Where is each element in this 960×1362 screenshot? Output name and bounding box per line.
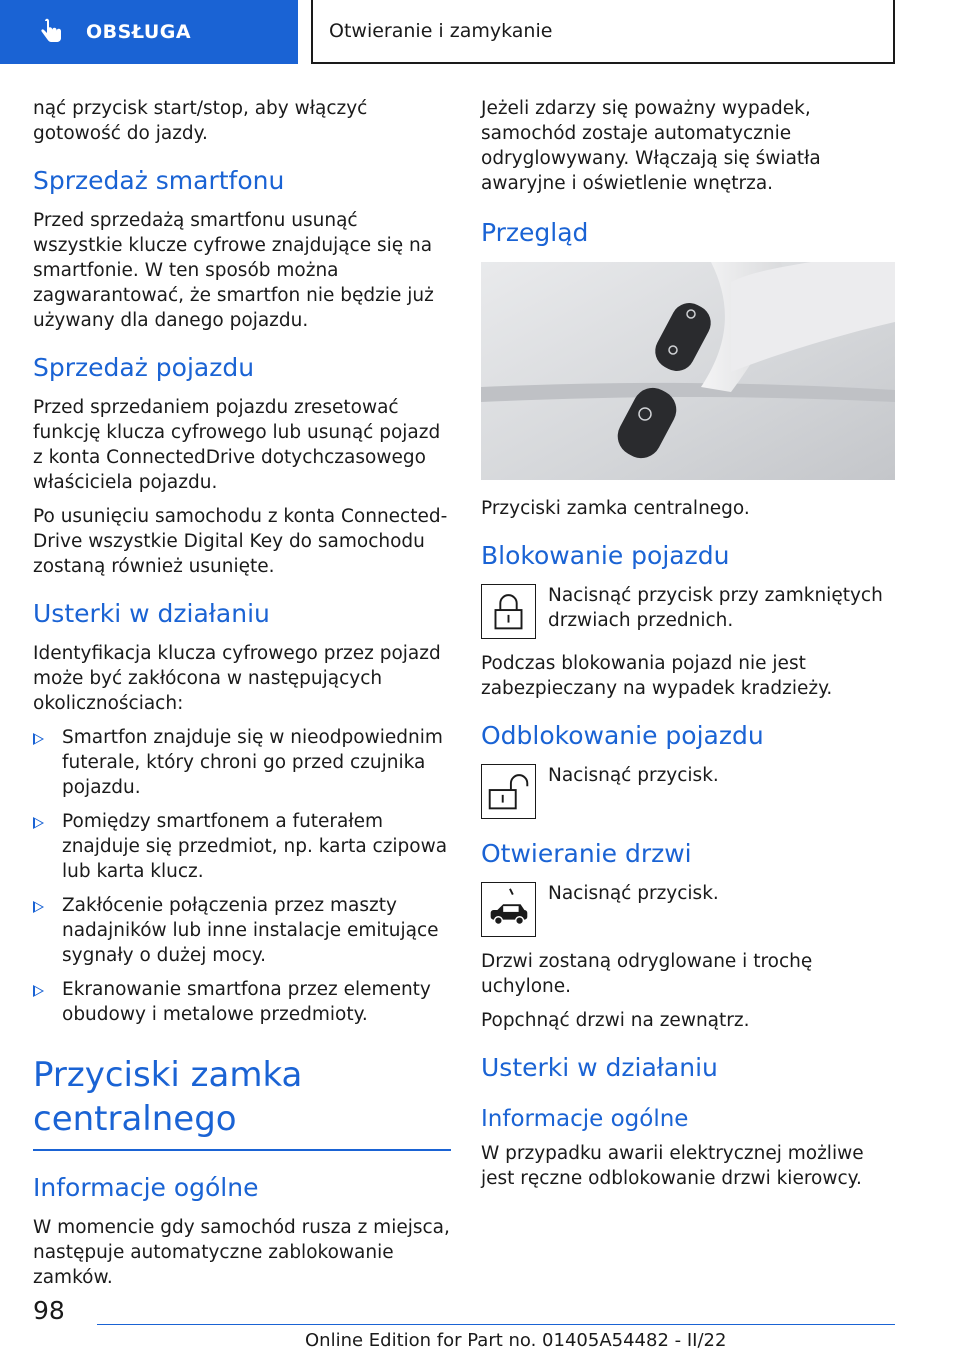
list-item: Pomiędzy smartfonem a futerałem znajduje się przedmiot, np. karta czipowa lub karta klucz. xyxy=(33,809,451,884)
paragraph: Identyfikacja klucza cyfrowego przez pojazd może być zakłócona w następujących okolicznościach: xyxy=(33,643,441,714)
lock-instruction xyxy=(481,583,901,639)
central-lock-buttons-photo xyxy=(481,262,895,480)
heading-open-doors: Otwieranie drzwi xyxy=(481,839,692,868)
door-instruction xyxy=(481,881,901,937)
paragraph: Nacisnąć przycisk. xyxy=(548,765,719,786)
footer-divider xyxy=(97,1324,895,1325)
bullet-triangle-icon xyxy=(33,817,44,829)
paragraph: W momencie gdy samochód rusza z miejsca, następuje automatyczne zablokowanie zamków. xyxy=(33,1217,450,1288)
bullet-triangle-icon xyxy=(33,733,44,745)
heading-general-info: Informacje ogólne xyxy=(33,1173,259,1202)
heading-faults: Usterki w działaniu xyxy=(33,599,270,628)
fault-list xyxy=(33,725,451,1027)
heading-unlock-vehicle: Odblokowanie pojazdu xyxy=(481,721,764,750)
paragraph: Nacisnąć przycisk. xyxy=(548,883,719,904)
paragraph: Nacisnąć przycisk przy zamkniętych drzwiach przednich. xyxy=(548,585,883,631)
heading-sell-smartphone: Sprzedaż smartfonu xyxy=(33,166,285,195)
paragraph: Podczas blokowania pojazd nie jest zabezpieczany na wypadek kradzieży. xyxy=(481,653,833,699)
heading-lock-vehicle: Blokowanie pojazdu xyxy=(481,541,730,570)
lock-closed-icon xyxy=(481,584,536,639)
heading-general-info: Informacje ogólne xyxy=(481,1106,689,1132)
chapter-title-box xyxy=(311,0,895,64)
list-item: Zakłócenie połączenia przez maszty nadajników lub inne instalacje emitujące sygnały o dużej mocy. xyxy=(33,893,451,968)
right-column xyxy=(481,96,901,1200)
bullet-triangle-icon xyxy=(33,901,44,913)
heading-faults: Usterki w działaniu xyxy=(481,1053,718,1082)
paragraph: Przed sprzedaniem pojazdu zresetować funkcję klucza cyfrowego lub usunąć pojazd z konta ConnectedDrive dotychczasowego właściciela pojazdu. xyxy=(33,397,441,493)
heading-overview: Przegląd xyxy=(481,218,589,247)
section-tab-label: OBSŁUGA xyxy=(86,21,192,43)
paragraph: Jeżeli zdarzy się poważny wypadek, samochód zostaje automatycznie odryglowywany. Włączają się światła awaryjne i oświetlenie wnętrza. xyxy=(481,98,821,194)
lock-open-icon xyxy=(481,764,536,819)
hand-pointer-icon xyxy=(36,17,66,47)
paragraph: Przed sprzedażą smartfonu usunąć wszystkie klucze cyfrowe znajdujące się na smartfonie. W ten sposób można zagwarantować, że smartfon nie będzie już używany dla danego pojazdu. xyxy=(33,210,434,331)
paragraph: Drzwi zostaną odryglowane i trochę uchylone. xyxy=(481,951,813,997)
edition-text: Online Edition for Part no. 01405A54482 - II/22 xyxy=(305,1330,727,1351)
paragraph: Po usunięciu samochodu z konta Connected-Drive wszystkie Digital Key do samochodu zostaną również usunięte. xyxy=(33,506,448,577)
unlock-instruction xyxy=(481,763,901,819)
list-item: Ekranowanie smartfona przez elementy obudowy i metalowe przedmioty. xyxy=(33,977,451,1027)
car-door-open-icon xyxy=(481,882,536,937)
section-tab[interactable] xyxy=(0,0,298,64)
paragraph: nąć przycisk start/stop, aby włączyć gotowość do jazdy. xyxy=(33,98,368,144)
heading-central-lock-buttons: Przyciski zamka centralnego xyxy=(33,1053,451,1151)
paragraph: W przypadku awarii elektrycznej możliwe jest ręczne odblokowanie drzwi kierowcy. xyxy=(481,1143,864,1189)
paragraph: Popchnąć drzwi na zewnątrz. xyxy=(481,1010,750,1031)
left-column xyxy=(33,96,451,1299)
heading-sell-vehicle: Sprzedaż pojazdu xyxy=(33,353,255,382)
page-number: 98 xyxy=(33,1296,65,1325)
bullet-triangle-icon xyxy=(33,985,44,997)
list-item: Smartfon znajduje się w nieodpowiednim futerale, który chroni go przed czujnika pojazdu. xyxy=(33,725,451,800)
chapter-title: Otwieranie i zamykanie xyxy=(329,20,553,42)
photo-caption: Przyciski zamka centralnego. xyxy=(481,498,750,519)
